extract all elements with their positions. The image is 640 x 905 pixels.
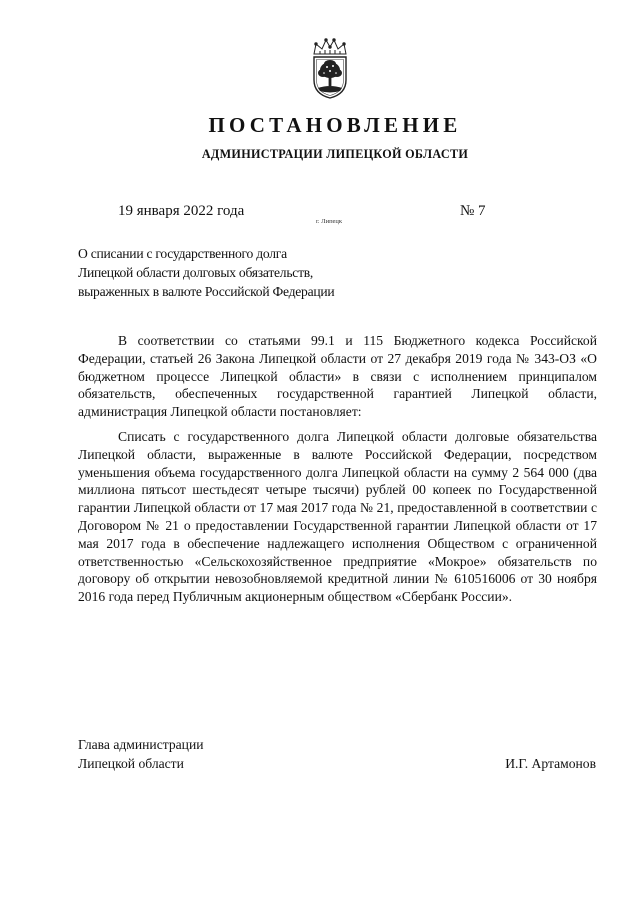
document-number: № 7 bbox=[460, 203, 486, 219]
subject-line: Липецкой области долговых обязательств, bbox=[78, 265, 314, 280]
subject-line: выраженных в валюте Российской Федерации bbox=[78, 284, 335, 299]
signer-name: И.Г. Артамонов bbox=[505, 756, 596, 771]
signer-position-line: Глава администрации bbox=[78, 737, 204, 752]
issuer-subtitle: АДМИНИСТРАЦИИ ЛИПЕЦКОЙ ОБЛАСТИ bbox=[201, 147, 469, 161]
signer-position bbox=[78, 735, 204, 773]
document-city: г. Липецк bbox=[316, 218, 343, 225]
document-subject bbox=[78, 244, 334, 301]
subject-line: О списании с государственного долга bbox=[78, 246, 287, 261]
document-body bbox=[78, 332, 597, 613]
document-title: ПОСТАНОВЛЕНИЕ bbox=[208, 113, 462, 137]
signer-position-line: Липецкой области bbox=[78, 756, 184, 771]
lipetsk-coat-of-arms-icon bbox=[300, 36, 360, 100]
document-date: 19 января 2022 года bbox=[118, 203, 245, 219]
body-paragraph: В соответствии со статьями 99.1 и 115 Бюджетного кодекса Российской Федерации, статьей 26 Закона Липецкой области от 27 декабря 2019 года № 343-ОЗ «О бюджетном процессе Липецкой области» в связи с исполнением принципалом обязательств, обеспеченных государственной гарантией Липецкой области, администрация Липецкой области постановляет: bbox=[78, 333, 597, 420]
body-paragraph: Списать с государственного долга Липецкой области долговые обязательства Липецкой области, выраженные в валюте Российской Федерации, посредством уменьшения объема государственного долга Липецкой области на сумму 2 564 000 (два миллиона пятьсот шестьдесят четыре тысячи) рублей 00 копеек по Государственной гарантии Липецкой области от 17 мая 2017 года № 21, предоставленной в соответствии с Договором № 21 о предоставлении Государственной гарантии Липецкой области от 17 мая 2017 года в обеспечение надлежащего исполнения Обществом с ограниченной ответственностью «Сельскохозяйственное предприятие «Мокрое» обязательств по договору об открытии невозобновляемой кредитной линии № 610516006 от 30 ноября 2016 года перед Публичным акционерным обществом «Сбербанк России». bbox=[78, 428, 597, 605]
